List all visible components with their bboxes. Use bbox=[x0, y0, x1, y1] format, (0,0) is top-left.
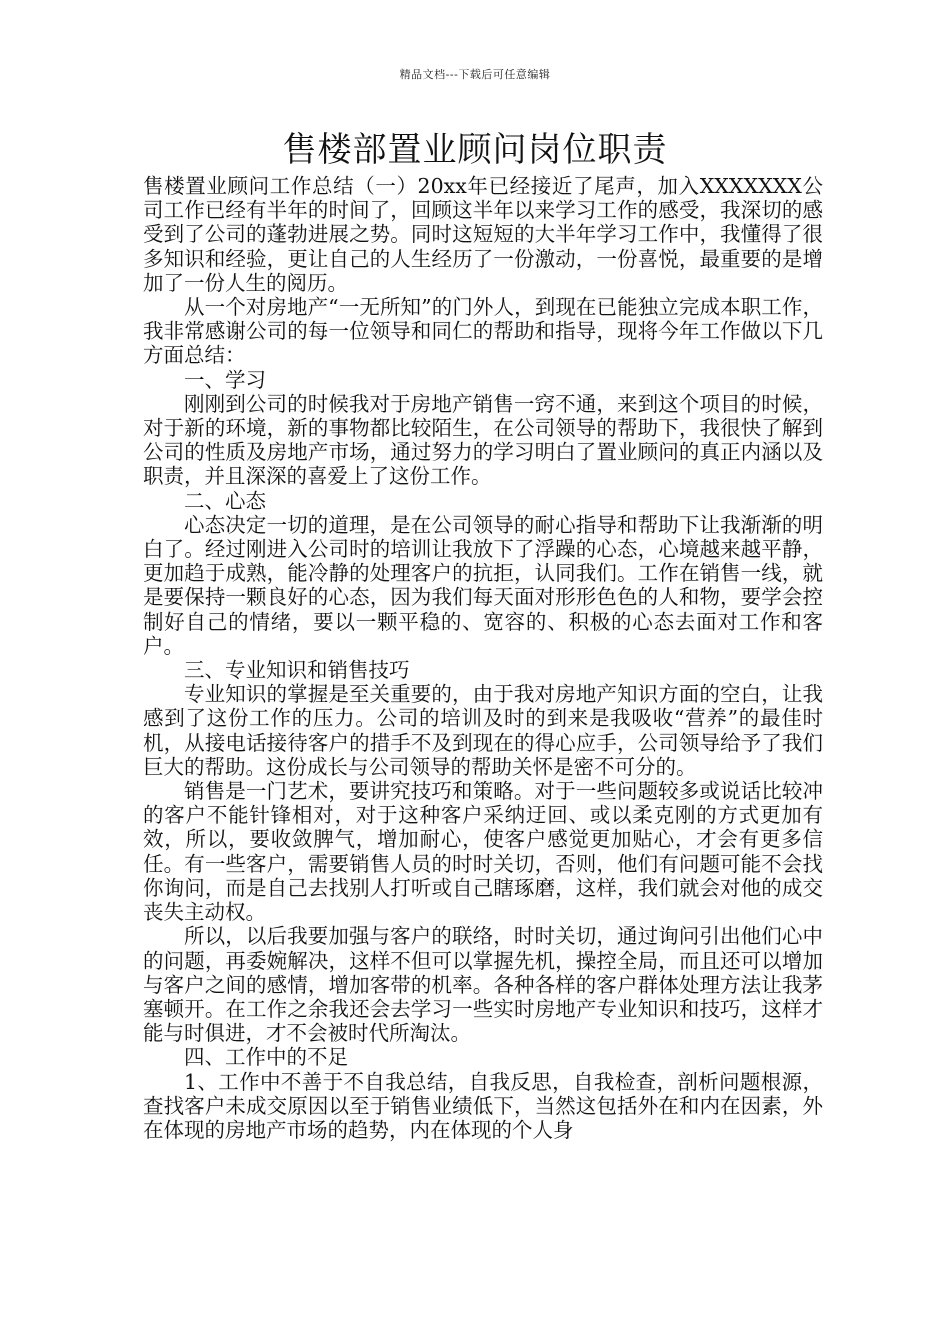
paragraph: 从一个对房地产“一无所知”的门外人，到现在已能独立完成本职工作，我非常感谢公司的每一位领导和同仁的帮助和指导，现将今年工作做以下几方面总结： bbox=[143, 295, 823, 368]
paragraph: 销售是一门艺术，要讲究技巧和策略。对于一些问题较多或说话比较冲的客户不能针锋相对，对于这种客户采纳迂回、或以柔克刚的方式更加有效，所以，要收敛脾气，增加耐心，使客户感觉更加贴心，才会有更多信任。有一些客户，需要销售人员的时时关切，否则，他们有问题可能不会找你询问，而是自己去找别人打听或自己瞎琢磨，这样，我们就会对他的成交丧失主动权。 bbox=[143, 779, 823, 925]
paragraph: 心态决定一切的道理，是在公司领导的耐心指导和帮助下让我渐渐的明白了。经过刚进入公司时的培训让我放下了浮躁的心态，心境越来越平静，更加趋于成熟，能冷静的处理客户的抗拒，认同我们。工作在销售一线，就是要保持一颗良好的心态，因为我们每天面对形形色色的人和物，要学会控制好自己的情绪，要以一颗平稳的、宽容的、积极的心态去面对工作和客户。 bbox=[143, 512, 823, 658]
section-heading-study: 一、学习 bbox=[184, 367, 266, 392]
header-note: 精品文档---下载后可任意编辑 bbox=[399, 68, 551, 81]
document-title: 售楼部置业顾问岗位职责 bbox=[282, 130, 668, 170]
section-heading-shortcomings: 四、工作中的不足 bbox=[184, 1045, 348, 1070]
paragraph: 1、工作中不善于不自我总结，自我反思，自我检查，剖析问题根源，查找客户未成交原因以至于销售业绩低下，当然这包括外在和内在因素，外在体现的房地产市场的趋势，内在体现的个人身 bbox=[143, 1069, 823, 1142]
paragraph: 刚刚到公司的时候我对于房地产销售一窍不通，来到这个项目的时候，对于新的环境，新的事物都比较陌生，在公司领导的帮助下，我很快了解到公司的性质及房地产市场，通过努力的学习明白了置业顾问的真正内涵以及职责，并且深深的喜爱上了这份工作。 bbox=[143, 391, 823, 489]
paragraph-intro: 售楼置业顾问工作总结（一）20xx年已经接近了尾声，加入XXXXXXX公司工作已经有半年的时间了，回顾这半年以来学习工作的感受，我深切的感受到了公司的蓬勃进展之势。同时这短短的大半年学习工作中，我懂得了很多知识和经验，更让自己的人生经历了一份激动，一份喜悦，最重要的是增加了一份人生的阅历。 bbox=[143, 174, 823, 295]
paragraph: 专业知识的掌握是至关重要的，由于我对房地产知识方面的空白，让我感到了这份工作的压力。公司的培训及时的到来是我吸收“营养”的最佳时机，从接电话接待客户的措手不及到现在的得心应手，公司领导给予了我们巨大的帮助。这份成长与公司领导的帮助关怀是密不可分的。 bbox=[143, 682, 823, 779]
document-body bbox=[143, 174, 823, 1142]
section-heading-skills: 三、专业知识和销售技巧 bbox=[184, 658, 410, 683]
paragraph: 所以，以后我要加强与客户的联络，时时关切，通过询问引出他们心中的问题，再委婉解决，这样不但可以掌握先机，操控全局，而且还可以增加与客户之间的感情，增加客带的机率。各种各样的客户群体处理方法让我茅塞顿开。在工作之余我还会去学习一些实时房地产专业知识和技巧，这样才能与时俱进，才不会被时代所淘汰。 bbox=[143, 924, 823, 1046]
section-heading-mindset: 二、心态 bbox=[184, 488, 266, 513]
